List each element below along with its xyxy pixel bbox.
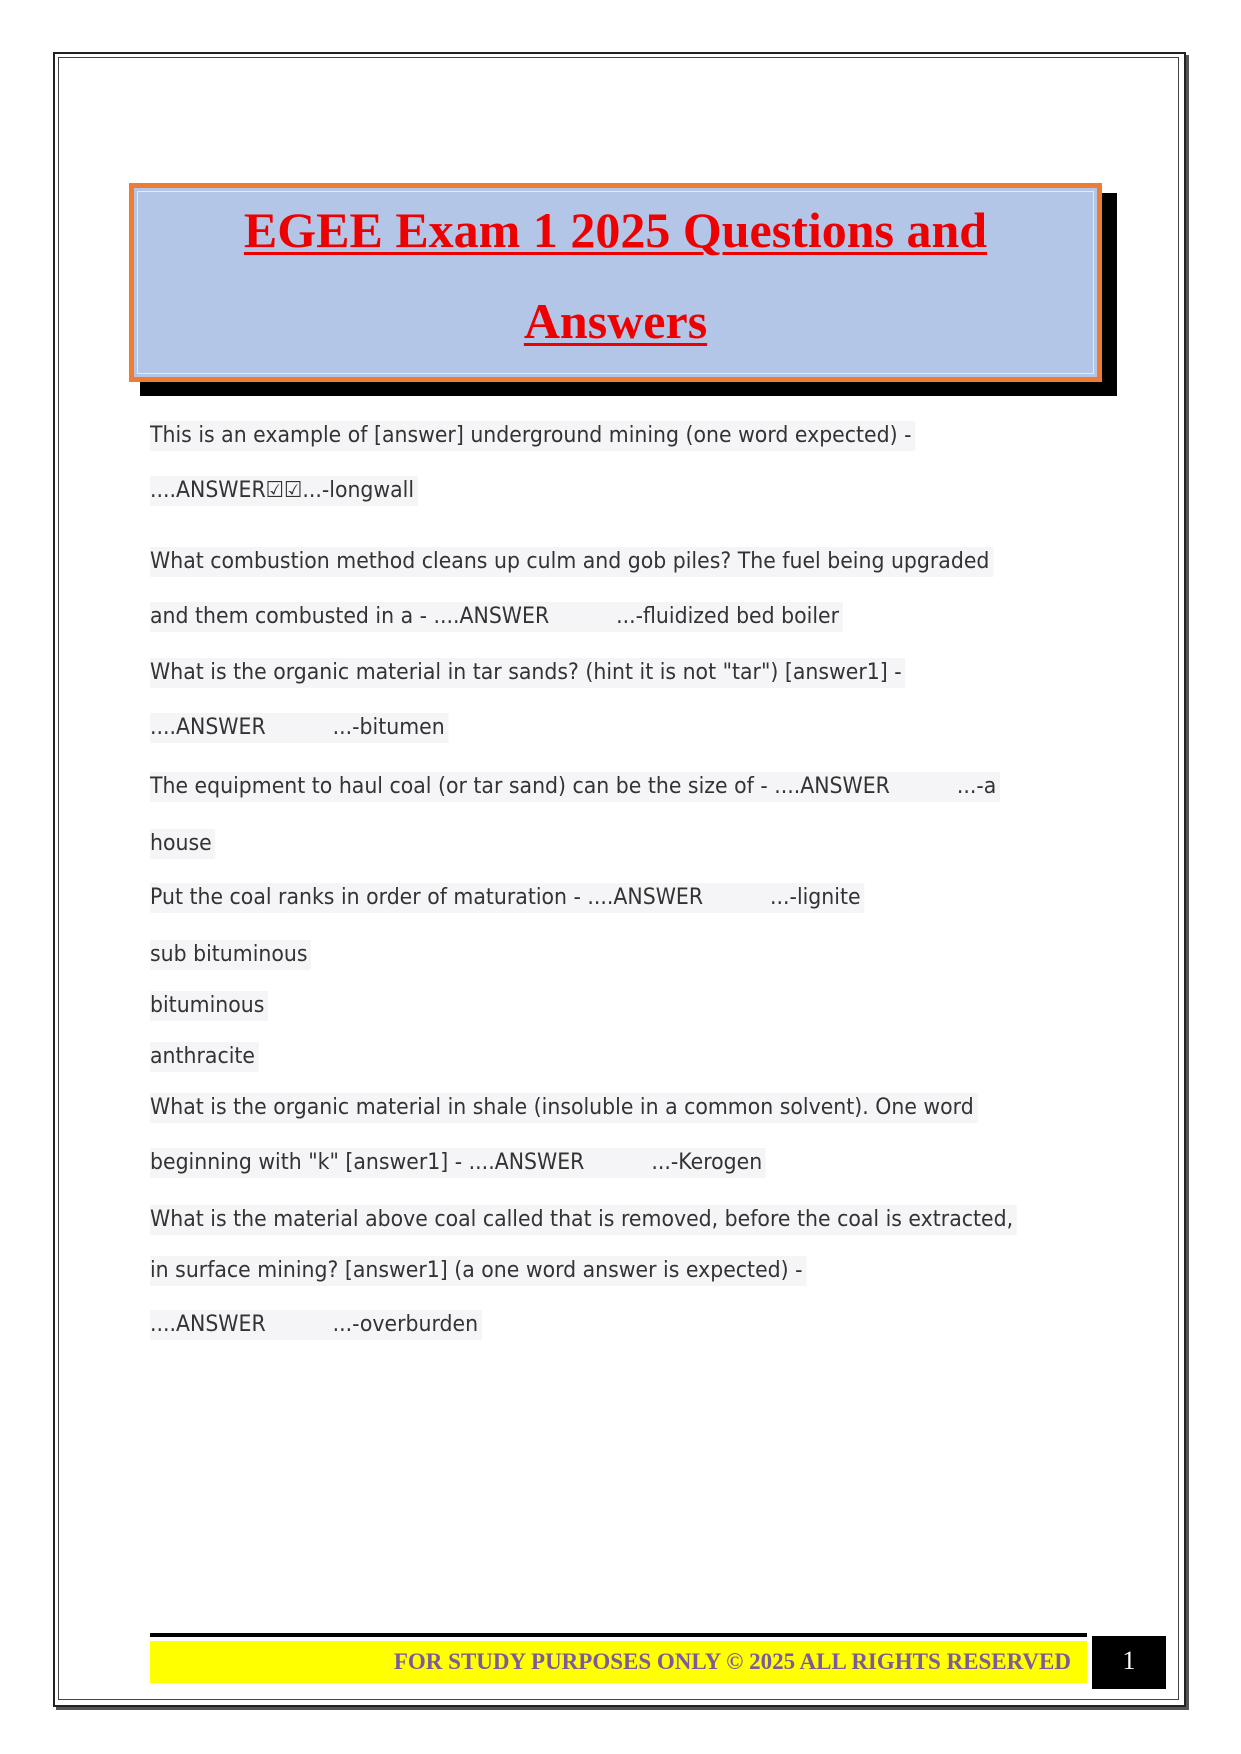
question-6-answer: beginning with "k" [answer1] - ....ANSWER ...-Kerogen [150, 1148, 766, 1178]
document-title-line1: EGEE Exam 1 2025 Questions and [243, 202, 988, 258]
question-6-text: What is the organic material in shale (insoluble in a common solvent). One word [150, 1093, 977, 1123]
question-7-answer: ....ANSWER ...-overburden [150, 1310, 482, 1340]
question-4-answer-cont: house [150, 829, 215, 859]
page-number: 1 [1122, 1646, 1136, 1675]
question-3-text: What is the organic material in tar sands? (hint it is not "tar") [answer1] - [150, 658, 905, 688]
question-5-answer-line2: sub bituminous [150, 940, 311, 970]
page-number-box [1092, 1636, 1166, 1689]
question-4-text: The equipment to haul coal (or tar sand) can be the size of - ....ANSWER ...-a [150, 772, 1000, 802]
question-5-answer-line4: anthracite [150, 1042, 259, 1072]
title-box [129, 183, 1102, 382]
question-1-text: This is an example of [answer] underground mining (one word expected) - [150, 421, 915, 451]
footer-bar [150, 1641, 1087, 1683]
question-5-text: Put the coal ranks in order of maturation - ....ANSWER ...-lignite [150, 883, 864, 913]
question-2-text: What combustion method cleans up culm and gob piles? The fuel being upgraded [150, 547, 993, 577]
question-1-answer: ....ANSWER☑☑...-longwall [150, 476, 418, 506]
question-3-answer: ....ANSWER ...-bitumen [150, 713, 448, 743]
question-2-answer: and them combusted in a - ....ANSWER ...-fluidized bed boiler [150, 602, 843, 632]
question-7-text-cont: in surface mining? [answer1] (a one word answer is expected) - [150, 1256, 806, 1286]
footer-text: FOR STUDY PURPOSES ONLY © 2025 ALL RIGHTS RESERVED [393, 1649, 1071, 1674]
question-5-answer-line3: bituminous [150, 991, 268, 1021]
document-title-line2: Answers [523, 293, 708, 349]
footer-rule [150, 1633, 1087, 1637]
question-7-text: What is the material above coal called that is removed, before the coal is extracted, [150, 1205, 1017, 1235]
